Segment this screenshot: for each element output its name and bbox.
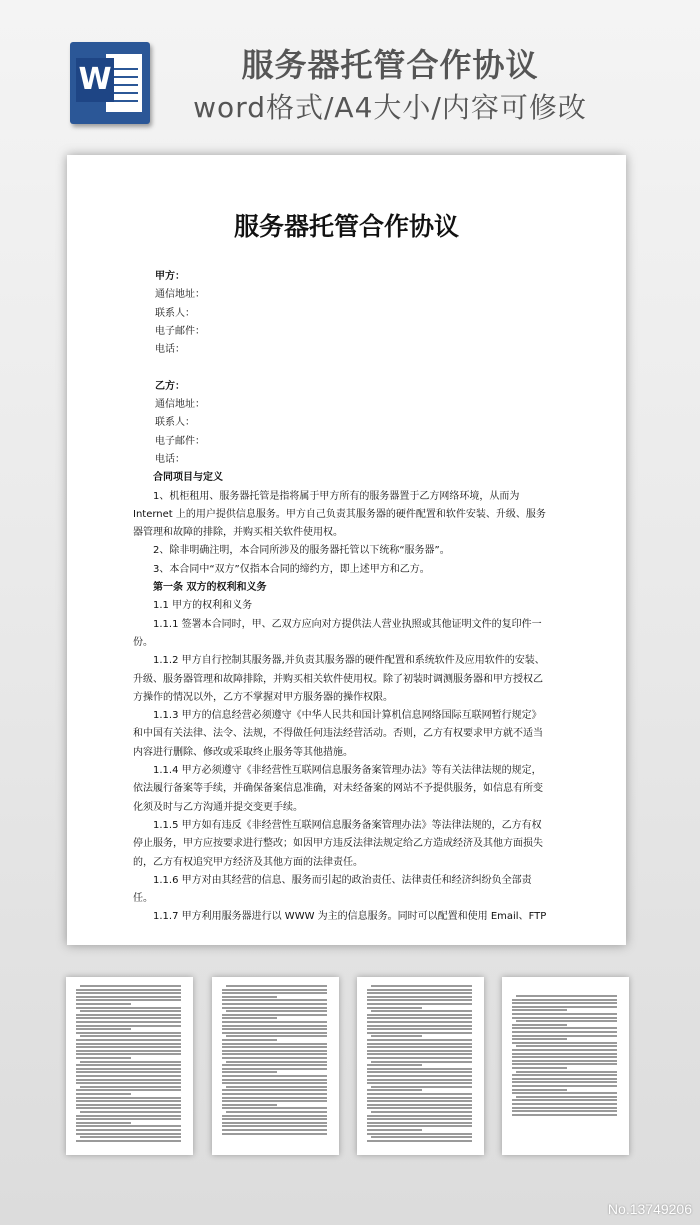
paragraph: 3、本合同中“双方”仅指本合同的缔约方，即上述甲方和乙方。 bbox=[153, 563, 430, 575]
party-b-label: 乙方： bbox=[155, 380, 185, 392]
thumbnail-text-line bbox=[222, 999, 327, 1001]
party-b-email: 电子邮件： bbox=[155, 435, 205, 447]
thumbnail-text-line bbox=[367, 1122, 472, 1124]
thumbnail-text-line bbox=[516, 1071, 617, 1073]
party-a-email: 电子邮件： bbox=[155, 325, 205, 337]
party-a-label: 甲方： bbox=[155, 271, 185, 282]
thumbnail-text-line bbox=[371, 985, 472, 987]
thumbnail-text-line bbox=[76, 1064, 181, 1066]
thumbnail-text-line bbox=[222, 1104, 277, 1106]
thumbnail-text-line bbox=[76, 1082, 181, 1084]
thumbnail-text-line bbox=[512, 1067, 567, 1069]
thumbnail-text-line bbox=[76, 1122, 131, 1124]
thumbnail-text-line bbox=[76, 996, 181, 998]
thumbnail-text-line bbox=[222, 1050, 327, 1052]
section-heading-definitions: 合同项目与定义 bbox=[153, 472, 223, 484]
thumbnail-text-line bbox=[367, 1133, 472, 1135]
party-a-phone: 电话： bbox=[155, 344, 185, 356]
thumbnail-text-line bbox=[222, 1093, 327, 1095]
thumbnail-text-line bbox=[512, 1017, 617, 1019]
thumbnail-text-line bbox=[76, 1021, 181, 1023]
header-subtitle: word格式/A4大小/内容可修改 bbox=[193, 91, 587, 124]
thumbnail-text-line bbox=[222, 1089, 327, 1091]
thumbnail-text-line bbox=[76, 1118, 181, 1120]
paragraph: 1、机柜租用、服务器托管是指将属于甲方所有的服务器置于乙方网络环境，从而为 Internet 上的用户提供信息服务。甲方自己负责其服务器的硬件配置和软件安装、升级、服务器管理和故障的排除，并购买相关软件使用权。 bbox=[133, 490, 546, 539]
thumbnail-text-line bbox=[80, 1111, 181, 1113]
section-heading-article-1: 第一条 双方的权利和义务 bbox=[153, 582, 267, 594]
thumbnail-text-line bbox=[371, 1010, 472, 1012]
thumbnail-text-line bbox=[76, 1007, 181, 1009]
thumbnail-text-line bbox=[76, 1032, 181, 1034]
header-title: 服务器托管合作协议 bbox=[241, 46, 539, 84]
thumbnail-text-line bbox=[76, 1068, 181, 1070]
thumbnail-text-line bbox=[367, 989, 472, 991]
thumbnail-text-line bbox=[367, 1007, 422, 1009]
thumbnail-text-line bbox=[367, 1089, 422, 1091]
thumbnail-text-line bbox=[516, 1020, 617, 1022]
thumbnail-text-line bbox=[80, 1010, 181, 1012]
thumbnail-text-line bbox=[76, 1093, 131, 1095]
thumbnail-text-line bbox=[222, 1021, 327, 1023]
document-page bbox=[67, 155, 626, 945]
thumbnail-text-line bbox=[222, 1079, 327, 1081]
thumbnail-text-line bbox=[76, 1014, 181, 1016]
thumbnail-text-line bbox=[512, 999, 617, 1001]
thumbnail-text-line bbox=[222, 1075, 327, 1077]
thumbnail-text-line bbox=[512, 1053, 617, 1055]
thumbnail-text-line bbox=[226, 1035, 327, 1037]
paragraph: 2、除非明确注明，本合同所涉及的服务器托管以下统称“服务器”。 bbox=[153, 545, 450, 557]
thumbnail-text-line bbox=[222, 1007, 327, 1009]
thumbnail-text-line bbox=[76, 1115, 181, 1117]
thumbnail-text-line bbox=[76, 1129, 181, 1131]
paragraph: 1.1.6 甲方对由其经营的信息、服务而引起的政治责任、法律责任和经济纠纷负全部责任。 bbox=[133, 874, 532, 905]
thumbnail-text-line bbox=[222, 1025, 327, 1027]
thumbnail-text-line bbox=[367, 999, 472, 1001]
thumbnail-text-line bbox=[76, 1017, 181, 1019]
thumbnail-text-line bbox=[371, 1086, 472, 1088]
document-body bbox=[133, 268, 551, 927]
page-thumbnail-3 bbox=[357, 977, 484, 1155]
thumbnail-text-line bbox=[367, 1097, 472, 1099]
thumbnail-text-line bbox=[222, 1003, 327, 1005]
thumbnail-text-line bbox=[371, 1035, 422, 1037]
thumbnail-text-line bbox=[222, 1071, 277, 1073]
thumbnail-text-line bbox=[76, 1050, 181, 1052]
thumbnail-text-line bbox=[222, 1014, 327, 1016]
thumbnail-text-line bbox=[226, 985, 327, 987]
party-b-phone: 电话： bbox=[155, 453, 185, 465]
thumbnail-text-line bbox=[222, 1039, 277, 1041]
thumbnail-text-line bbox=[222, 996, 277, 998]
thumbnail-text-line bbox=[512, 1038, 567, 1040]
thumbnail-text-line bbox=[512, 1103, 617, 1105]
thumbnail-text-line bbox=[222, 1032, 327, 1034]
thumbnail-text-line bbox=[512, 1024, 567, 1026]
thumbnail-text-line bbox=[367, 996, 472, 998]
thumbnail-text-line bbox=[512, 1114, 617, 1116]
thumbnail-text-line bbox=[512, 1035, 617, 1037]
thumbnail-text-line bbox=[367, 1068, 472, 1070]
word-icon-letter: W bbox=[76, 58, 114, 102]
thumbnail-text-line bbox=[226, 1086, 327, 1088]
thumbnail-text-line bbox=[512, 1013, 617, 1015]
thumbnail-text-line bbox=[367, 1129, 422, 1131]
thumbnail-text-line bbox=[512, 1027, 617, 1029]
paragraph: 1.1 甲方的权利和义务 bbox=[153, 600, 253, 612]
thumbnail-text-line bbox=[516, 995, 617, 997]
thumbnail-text-line bbox=[367, 1107, 472, 1109]
thumbnail-text-line bbox=[222, 1100, 327, 1102]
thumbnail-text-line bbox=[367, 1082, 472, 1084]
thumbnail-text-line bbox=[367, 1115, 472, 1117]
thumbnail-text-line bbox=[512, 1092, 617, 1094]
party-b-address: 通信地址： bbox=[155, 399, 205, 411]
thumbnail-text-line bbox=[226, 1111, 327, 1113]
thumbnail-text-line bbox=[367, 1021, 472, 1023]
thumbnail-text-line bbox=[76, 989, 181, 991]
thumbnail-text-line bbox=[222, 1122, 327, 1124]
thumbnail-text-line bbox=[76, 1057, 131, 1059]
thumbnail-text-line bbox=[371, 1061, 472, 1063]
thumbnail-text-line bbox=[222, 1133, 327, 1135]
thumbnail-text-line bbox=[512, 1049, 617, 1051]
thumbnail-text-line bbox=[512, 1107, 617, 1109]
thumbnail-text-line bbox=[512, 1002, 617, 1004]
thumbnail-text-line bbox=[367, 1100, 472, 1102]
thumbnail-text-line bbox=[367, 1093, 472, 1095]
thumbnail-text-line bbox=[222, 1097, 327, 1099]
thumbnail-text-line bbox=[76, 1053, 181, 1055]
thumbnail-text-line bbox=[222, 1118, 327, 1120]
page-thumbnail-4 bbox=[502, 977, 629, 1155]
thumbnail-text-line bbox=[76, 999, 181, 1001]
party-a-contact: 联系人： bbox=[155, 307, 195, 319]
thumbnail-text-line bbox=[80, 1035, 181, 1037]
thumbnail-text-line bbox=[222, 1057, 327, 1059]
thumbnail-text-line bbox=[516, 1045, 617, 1047]
thumbnail-text-line bbox=[76, 1097, 181, 1099]
page-thumbnail-2 bbox=[212, 977, 339, 1155]
thumbnail-text-line bbox=[222, 992, 327, 994]
thumbnail-text-line bbox=[367, 1050, 472, 1052]
thumbnail-text-line bbox=[512, 1085, 617, 1087]
thumbnail-text-line bbox=[367, 1043, 472, 1045]
thumbnail-text-line bbox=[222, 1107, 327, 1109]
thumbnail-text-line bbox=[76, 1039, 181, 1041]
thumbnail-text-line bbox=[76, 1104, 181, 1106]
thumbnail-text-line bbox=[226, 1061, 327, 1063]
thumbnail-text-line bbox=[222, 1115, 327, 1117]
thumbnail-text-line bbox=[222, 1068, 327, 1070]
thumbnail-text-line bbox=[371, 1136, 472, 1138]
thumbnail-text-line bbox=[367, 1125, 472, 1127]
thumbnail-text-line bbox=[222, 1125, 327, 1127]
word-icon bbox=[70, 42, 150, 124]
thumbnail-text-line bbox=[367, 1003, 472, 1005]
thumbnail-text-line bbox=[76, 1107, 181, 1109]
watermark-id: No.13749206 bbox=[607, 1201, 692, 1217]
paragraph: 1.1.1 签署本合同时，甲、乙双方应向对方提供法人营业执照或其他证明文件的复印件一份。 bbox=[133, 618, 542, 648]
thumbnail-text-line bbox=[76, 1043, 181, 1045]
thumbnail-text-line bbox=[512, 1074, 617, 1076]
thumbnail-text-line bbox=[222, 1046, 327, 1048]
thumbnail-text-line bbox=[367, 1075, 472, 1077]
thumbnail-text-line bbox=[512, 1042, 617, 1044]
thumbnail-text-line bbox=[222, 1082, 327, 1084]
thumbnail-text-line bbox=[76, 1089, 181, 1091]
paragraph: 1.1.2 甲方自行控制其服务器,并负责其服务器的硬件配置和系统软件及应用软件的安装、升级、服务器管理和故障排除，并购买相关软件使用权。除了初装时调测服务器和甲方授权乙方操作的情况以外，乙方不掌握对甲方服务器的操作权限。 bbox=[133, 655, 545, 703]
thumbnail-text-line bbox=[222, 1053, 327, 1055]
thumbnail-text-line bbox=[76, 1028, 131, 1030]
thumbnail-text-line bbox=[76, 992, 181, 994]
paragraph: 1.1.3 甲方的信息经营必须遵守《中华人民共和国计算机信息网络国际互联网暂行规定》和中国有关法律、法令、法规，不得做任何违法经营活动。否则，乙方有权要求甲方就不适当内容进行删除、修改或采取终止服务等其他措施。 bbox=[133, 710, 543, 758]
thumbnail-text-line bbox=[226, 1010, 327, 1012]
thumbnail-text-line bbox=[512, 1009, 567, 1011]
paragraph: 1.1.5 甲方如有违反《非经营性互联网信息服务备案管理办法》等法律法规的，乙方有权停止服务，甲方应按要求进行整改；如因甲方违反法律法规定给乙方造成经济及其他方面损失的，乙方有权追究甲方经济及其他方面的法律责任。 bbox=[133, 819, 543, 868]
thumbnail-text-line bbox=[512, 1031, 617, 1033]
thumbnail-text-line bbox=[367, 1071, 472, 1073]
thumbnail-text-line bbox=[512, 1060, 617, 1062]
thumbnail-text-line bbox=[367, 1064, 422, 1066]
paragraph: 1.1.7 甲方利用服务器进行以 WWW 为主的信息服务。同时可以配置和使用 Email、FTP bbox=[153, 911, 547, 923]
party-b-contact: 联系人： bbox=[155, 417, 195, 429]
thumbnail-text-line bbox=[80, 1086, 181, 1088]
thumbnail-text-line bbox=[367, 1032, 472, 1034]
thumbnail-text-line bbox=[367, 1140, 472, 1142]
thumbnail-text-line bbox=[367, 1014, 472, 1016]
thumbnail-text-line bbox=[222, 989, 327, 991]
thumbnail-text-line bbox=[367, 1039, 472, 1041]
thumbnail-text-line bbox=[222, 1028, 327, 1030]
thumbnail-text-line bbox=[367, 1028, 472, 1030]
thumbnail-text-line bbox=[512, 1006, 617, 1008]
thumbnail-text-line bbox=[367, 992, 472, 994]
thumbnail-text-line bbox=[76, 1071, 181, 1073]
thumbnail-text-line bbox=[76, 1133, 181, 1135]
thumbnail-text-line bbox=[76, 1125, 181, 1127]
thumbnail-text-line bbox=[367, 1057, 472, 1059]
thumbnail-text-line bbox=[512, 1110, 617, 1112]
thumbnail-text-line bbox=[512, 1081, 617, 1083]
thumbnail-text-line bbox=[76, 1003, 131, 1005]
thumbnail-text-line bbox=[76, 1079, 181, 1081]
thumbnail-text-line bbox=[371, 1111, 472, 1113]
thumbnail-text-line bbox=[76, 1100, 181, 1102]
page-thumbnail-1 bbox=[66, 977, 193, 1155]
thumbnail-text-line bbox=[80, 1136, 181, 1138]
thumbnail-text-line bbox=[512, 1063, 617, 1065]
party-a-address: 通信地址： bbox=[155, 289, 205, 301]
paragraph: 1.1.4 甲方必须遵守《非经营性互联网信息服务备案管理办法》等有关法律法规的规定，依法履行备案等手续，并确保备案信息准确，对未经备案的网站不予提供服务，如信息有所变化须及时与乙方沟通并提交变更手续。 bbox=[133, 765, 543, 813]
thumbnail-text-line bbox=[80, 1061, 181, 1063]
thumbnail-text-line bbox=[222, 1064, 327, 1066]
thumbnail-text-line bbox=[76, 1046, 181, 1048]
thumbnail-text-line bbox=[222, 1043, 327, 1045]
thumbnail-text-line bbox=[367, 1017, 472, 1019]
thumbnail-text-line bbox=[512, 1078, 617, 1080]
thumbnail-text-line bbox=[80, 985, 181, 987]
thumbnail-text-line bbox=[222, 1129, 327, 1131]
thumbnail-text-line bbox=[222, 1017, 277, 1019]
thumbnail-text-line bbox=[512, 1056, 617, 1058]
thumbnail-text-line bbox=[367, 1053, 472, 1055]
thumbnail-text-line bbox=[367, 1079, 472, 1081]
thumbnail-text-line bbox=[367, 1118, 472, 1120]
thumbnail-text-line bbox=[367, 1046, 472, 1048]
thumbnail-text-line bbox=[512, 1089, 567, 1091]
thumbnail-text-line bbox=[367, 1104, 472, 1106]
thumbnail-text-line bbox=[516, 1096, 617, 1098]
thumbnail-text-line bbox=[367, 1025, 472, 1027]
thumbnail-text-line bbox=[512, 1099, 617, 1101]
document-title: 服务器托管合作协议 bbox=[233, 212, 459, 241]
thumbnail-text-line bbox=[76, 1140, 181, 1142]
thumbnail-text-line bbox=[76, 1075, 181, 1077]
thumbnail-text-line bbox=[76, 1025, 181, 1027]
